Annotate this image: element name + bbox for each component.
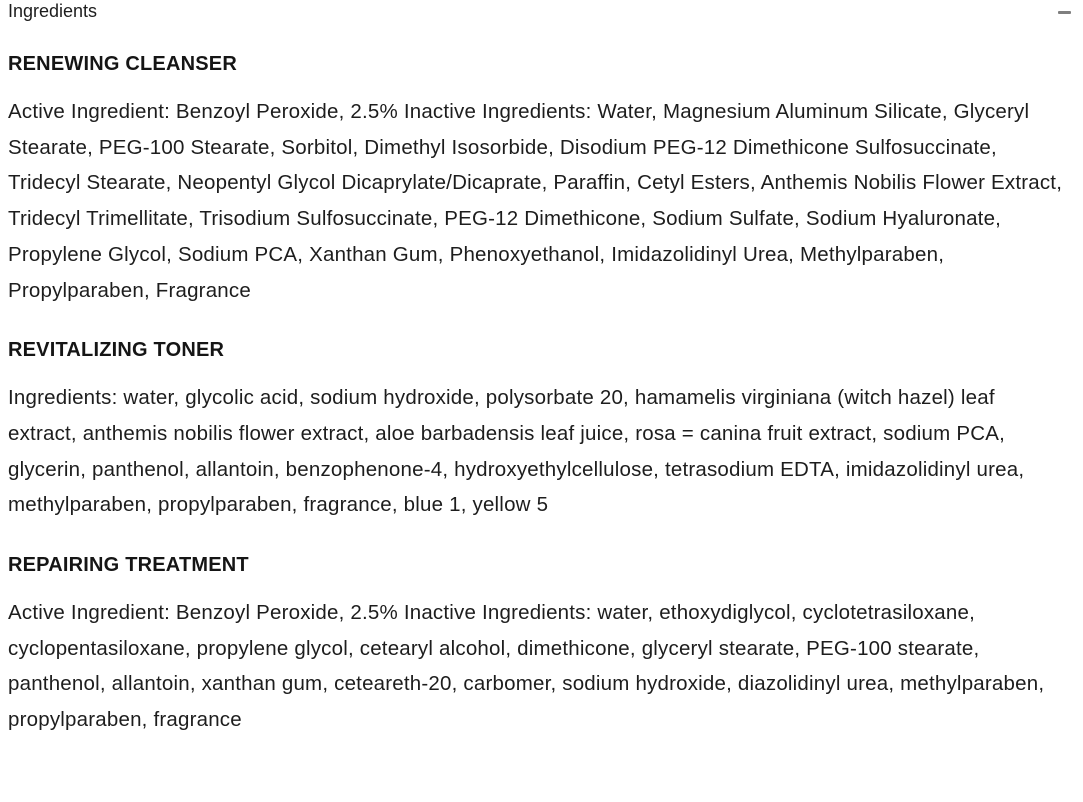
- accordion-content: [0, 52, 1083, 738]
- accordion-header[interactable]: [0, 0, 1083, 22]
- section-body-repairing-treatment: Active Ingredient: Benzoyl Peroxide, 2.5% Inactive Ingredients: water, ethoxydiglycol, cyclotetrasiloxane, cyclopentasiloxane, propylene glycol, cetearyl alcohol, dimethicone, glyceryl stearate, PEG-100 stearate, panthenol, allantoin, xanthan gum, ceteareth-20, carbomer, sodium hydroxide, diazolidinyl urea, methylparaben, propylparaben, fragrance: [8, 601, 1045, 732]
- minus-icon: [1058, 11, 1071, 14]
- section-heading-repairing-treatment: REPAIRING TREATMENT: [8, 554, 249, 577]
- accordion-title: Ingredients: [8, 1, 98, 21]
- section-body-revitalizing-toner: Ingredients: water, glycolic acid, sodium hydroxide, polysorbate 20, hamamelis virginiana (witch hazel) leaf extract, anthemis nobilis flower extract, aloe barbadensis leaf juice, rosa = canina fruit extract, sodium PCA, glycerin, panthenol, allantoin, benzophenone-4, hydroxyethylcellulose, tetrasodium EDTA, imidazolidinyl urea, methylparaben, propylparaben, fragrance, blue 1, yellow 5: [8, 386, 1025, 517]
- section-heading-renewing-cleanser: RENEWING CLEANSER: [8, 53, 237, 75]
- section-body-renewing-cleanser: Active Ingredient: Benzoyl Peroxide, 2.5% Inactive Ingredients: Water, Magnesium Aluminum Silicate, Glyceryl Stearate, PEG-100 Stearate, Sorbitol, Dimethyl Isosorbide, Disodium PEG-12 Dimethicone Sulfosuccinate, Tridecyl Stearate, Neopentyl Glycol Dicaprylate/Dicaprate, Paraffin, Cetyl Esters, Anthemis Nobilis Flower Extract, Tridecyl Trimellitate, Trisodium Sulfosuccinate, PEG-12 Dimethicone, Sodium Sulfate, Sodium Hyaluronate, Propylene Glycol, Sodium PCA, Xanthan Gum, Phenoxyethanol, Imidazolidinyl Urea, Methylparaben, Propylparaben, Fragrance: [8, 100, 1063, 302]
- collapse-section-button[interactable]: [1055, 7, 1071, 17]
- section-heading-revitalizing-toner: REVITALIZING TONER: [8, 339, 225, 362]
